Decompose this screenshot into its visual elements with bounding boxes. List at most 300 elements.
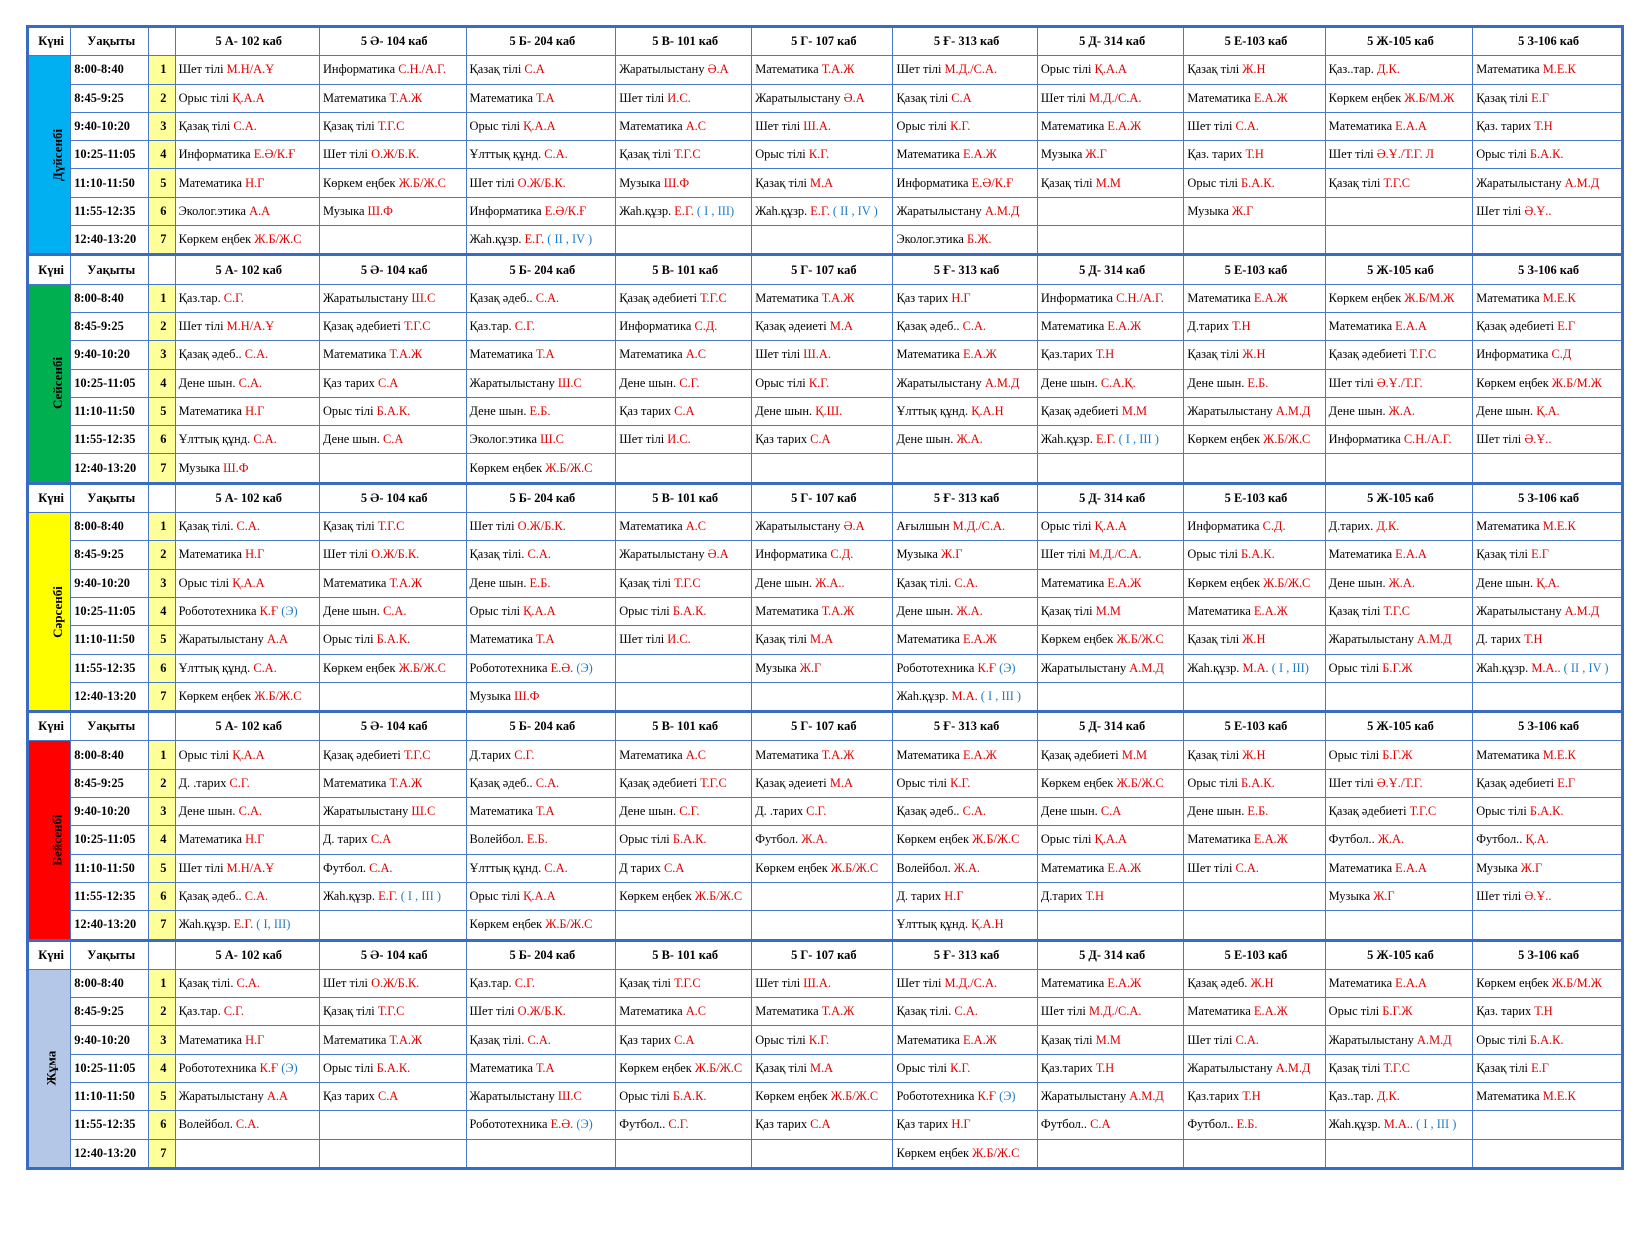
teacher-initials: Б.А.К. <box>1529 1032 1564 1047</box>
day-name: Бейсенбі <box>49 814 65 866</box>
class-header: 5 В- 101 каб <box>616 712 752 741</box>
lesson-cell <box>616 597 752 625</box>
lesson-cell <box>1473 826 1623 854</box>
subject-name: Орыс тілі <box>1040 519 1095 534</box>
lesson-cell <box>466 911 616 940</box>
lesson-cell <box>466 541 616 569</box>
subject-name: Футбол.. <box>1328 832 1378 847</box>
lesson-cell <box>466 854 616 882</box>
subject-name: Орыс тілі <box>322 632 377 647</box>
lesson-cell <box>319 397 466 425</box>
lesson-cell <box>175 826 319 854</box>
teacher-initials: И.С. <box>667 432 691 447</box>
teacher-initials: Қ.А.А <box>232 747 265 762</box>
teacher-initials: Ж.Б/Ж.С <box>694 889 743 904</box>
lesson-cell <box>1184 1082 1325 1110</box>
subject-name: Музыка <box>619 175 664 190</box>
teacher-initials: О.Ж/Б.К. <box>517 175 566 190</box>
subject-name: Математика <box>619 1004 686 1019</box>
subject-name: Қазақ әдебиеті <box>1328 347 1410 362</box>
lesson-row <box>28 84 1623 112</box>
lesson-cell <box>616 454 752 483</box>
lesson-cell <box>1325 397 1473 425</box>
lesson-cell <box>752 541 893 569</box>
lesson-cell <box>752 626 893 654</box>
period-number: 2 <box>149 998 175 1026</box>
subject-name: Математика <box>322 347 390 362</box>
lesson-row <box>28 1054 1623 1082</box>
lesson-cell <box>616 141 752 169</box>
teacher-initials: Е.Г <box>1557 319 1576 334</box>
lesson-cell <box>319 541 466 569</box>
subject-name: Қаз тарих <box>755 1117 811 1132</box>
subject-name: Қазақ тілі <box>322 1004 378 1019</box>
lesson-cell <box>466 56 616 84</box>
day-section <box>28 940 1623 1168</box>
teacher-initials: Т.Н <box>1095 347 1115 362</box>
teacher-initials: М.Д./С.А. <box>1088 1004 1142 1019</box>
teacher-initials: О.Ж/Б.К. <box>371 975 420 990</box>
group-note: (Э) <box>996 1089 1016 1104</box>
subject-name: Қаз.тар. <box>178 290 224 305</box>
subject-name: Қаз тарих <box>896 1117 952 1132</box>
subject-name: Орыс тілі <box>178 90 233 105</box>
subject-name: Эколог.этика <box>896 232 967 247</box>
class-header: 5 Д- 314 каб <box>1037 712 1184 741</box>
subject-name: Дене шын. <box>896 432 957 447</box>
teacher-initials: Ж.А. <box>953 860 981 875</box>
class-header: 5 Б- 204 каб <box>466 483 616 512</box>
teacher-initials: Т.А.Ж <box>389 347 423 362</box>
subject-name: Д. .тарих <box>755 804 807 819</box>
teacher-initials: С.Г. <box>668 1117 689 1132</box>
subject-name: Дене шын. <box>755 404 816 418</box>
teacher-initials: Т.Г.С <box>1383 604 1411 619</box>
subject-name: Қазақ тілі <box>178 119 234 134</box>
class-header: 5 Г- 107 каб <box>752 712 893 741</box>
lesson-cell <box>175 1054 319 1082</box>
teacher-initials: Т.Н <box>1232 319 1251 334</box>
subject-name: Математика <box>1328 119 1396 134</box>
lesson-cell <box>1184 1111 1325 1139</box>
lesson-row <box>28 911 1623 940</box>
subject-name: Қазақ тілі <box>1476 1060 1532 1075</box>
lesson-cell <box>466 826 616 854</box>
teacher-initials: Т.А <box>536 1060 555 1075</box>
subject-name: Шет тілі <box>1187 1032 1236 1047</box>
class-header: 5 З-106 каб <box>1473 27 1623 56</box>
class-header: 5 Ә- 104 каб <box>319 483 466 512</box>
lesson-cell <box>1325 541 1473 569</box>
teacher-initials: Н.Г <box>951 1117 971 1132</box>
subject-name: Музыка <box>178 460 224 475</box>
subject-name: Робототехника <box>178 1060 260 1075</box>
teacher-initials: М.Д./С.А. <box>1088 90 1142 105</box>
teacher-initials: С.А. <box>253 660 277 675</box>
class-header: 5 Е-103 каб <box>1184 27 1325 56</box>
subject-name: Қазақ әдеиеті <box>755 319 830 334</box>
subject-name: Көркем еңбек <box>1040 632 1117 647</box>
lesson-cell <box>319 654 466 682</box>
subject-name: Қазақ әдебиеті <box>322 747 404 762</box>
period-number: 1 <box>149 969 175 997</box>
lesson-cell <box>1325 141 1473 169</box>
lesson-cell <box>1473 882 1623 910</box>
lesson-cell <box>1325 169 1473 197</box>
subject-name: Математика <box>619 747 686 762</box>
group-note: ( ІІ , IV ) <box>829 203 878 218</box>
teacher-initials: С.А. <box>369 860 393 875</box>
subject-name: Орыс тілі <box>619 832 673 847</box>
teacher-initials: Ж.Г <box>1231 203 1254 218</box>
class-header: 5 Ж-105 каб <box>1325 940 1473 969</box>
subject-name: Қаз. тарих <box>1187 147 1246 162</box>
teacher-initials: М.А. <box>951 688 978 703</box>
period-number: 3 <box>149 798 175 826</box>
subject-name: Шет тілі <box>322 547 372 562</box>
subject-name: Математика <box>178 404 246 418</box>
subject-name: Қаз.тарих <box>1187 1089 1243 1104</box>
subject-name: Шет тілі <box>1187 119 1236 134</box>
lesson-time: 8:45-9:25 <box>71 84 149 112</box>
subject-name: Қазақ тілі <box>619 575 675 590</box>
teacher-initials: Е.Ә. <box>550 660 574 675</box>
teacher-initials: С.А <box>810 432 831 447</box>
teacher-initials: М.Е.К <box>1542 519 1576 534</box>
lesson-cell <box>616 397 752 425</box>
subject-name: Қаз тарих <box>322 375 378 390</box>
lesson-cell <box>319 84 466 112</box>
teacher-initials: С.Г. <box>679 375 700 390</box>
period-number: 5 <box>149 1082 175 1110</box>
teacher-initials: М.Н/А.Ұ <box>226 62 275 77</box>
lesson-cell <box>466 197 616 225</box>
class-header: 5 Ғ- 313 каб <box>893 483 1037 512</box>
teacher-initials: М.М <box>1121 404 1147 418</box>
class-header: 5 Ғ- 313 каб <box>893 712 1037 741</box>
period-number: 1 <box>149 741 175 769</box>
teacher-initials: Б.А.К. <box>376 1060 411 1075</box>
subject-name: Орыс тілі <box>469 889 524 904</box>
lesson-cell <box>616 369 752 397</box>
subject-name: Қаз.тарих <box>1040 1060 1096 1075</box>
subject-name: Қаз. тарих <box>1476 119 1535 134</box>
lesson-cell <box>1184 541 1325 569</box>
lesson-cell <box>319 169 466 197</box>
teacher-initials: С.А. <box>1235 119 1259 134</box>
teacher-initials: Ж.А. <box>801 832 828 847</box>
class-header: 5 Е-103 каб <box>1184 255 1325 284</box>
group-note: ( І , ІІІ ) <box>1115 432 1159 447</box>
lesson-row <box>28 541 1623 569</box>
lesson-cell <box>466 226 616 255</box>
class-header: 5 Ә- 104 каб <box>319 255 466 284</box>
lesson-time: 11:10-11:50 <box>71 854 149 882</box>
teacher-initials: М.А <box>810 632 834 647</box>
teacher-initials: Ә.Ұ.. <box>1524 889 1552 904</box>
teacher-initials: А.С <box>685 747 707 762</box>
subject-name: Д.тарих <box>1187 319 1233 334</box>
teacher-initials: С.А <box>663 860 685 875</box>
lesson-cell <box>1325 1082 1473 1110</box>
day-label-cell <box>28 284 71 483</box>
lesson-cell <box>1473 541 1623 569</box>
teacher-initials: Т.Г.С <box>403 747 431 762</box>
subject-name: Орыс тілі <box>1476 1032 1530 1047</box>
teacher-initials: К.Г. <box>950 775 971 790</box>
lesson-cell <box>1184 513 1325 541</box>
teacher-initials: Ж.Б/Ж.С <box>694 1060 743 1075</box>
subject-name: Жаратылыстану <box>1040 660 1130 675</box>
lesson-row <box>28 141 1623 169</box>
time-column-header: Уақыты <box>71 712 149 741</box>
lesson-cell <box>319 56 466 84</box>
subject-name: Жаратылыстану <box>469 1089 558 1104</box>
lesson-time: 11:55-12:35 <box>71 1111 149 1139</box>
lesson-cell <box>752 597 893 625</box>
teacher-initials: Ж.Б/Ж.С <box>1116 775 1164 790</box>
lesson-cell <box>1037 854 1184 882</box>
lesson-cell <box>1184 569 1325 597</box>
lesson-row <box>28 969 1623 997</box>
header-row <box>28 27 1623 56</box>
teacher-initials: Т.А.Ж <box>821 62 855 77</box>
time-column-header: Уақыты <box>71 940 149 969</box>
teacher-initials: К.Ғ <box>259 1060 279 1075</box>
group-note: ( І , ІІІ ) <box>1413 1117 1457 1132</box>
teacher-initials: Е.А.А <box>1395 975 1427 990</box>
teacher-initials: С.Г. <box>514 747 535 762</box>
lesson-cell <box>1325 654 1473 682</box>
teacher-initials: С.Г. <box>223 1004 245 1019</box>
class-header: 5 Ә- 104 каб <box>319 27 466 56</box>
subject-name: Музыка <box>1328 889 1374 904</box>
lesson-cell <box>1325 911 1473 940</box>
teacher-initials: И.С. <box>667 632 691 647</box>
subject-name: Математика <box>619 119 686 134</box>
subject-name: Ұлттық құнд. <box>896 917 972 932</box>
class-header: 5 Д- 314 каб <box>1037 27 1184 56</box>
period-number: 1 <box>149 56 175 84</box>
subject-name: Математика <box>1328 547 1396 562</box>
lesson-cell <box>752 654 893 682</box>
teacher-initials: Е.А.Ж <box>1253 832 1288 847</box>
teacher-initials: М.Е.К <box>1542 1089 1576 1104</box>
subject-name: Жаратылыстану <box>178 1089 267 1104</box>
lesson-time: 9:40-10:20 <box>71 112 149 140</box>
lesson-cell <box>1037 826 1184 854</box>
teacher-initials: Ж.Н <box>1242 747 1266 762</box>
subject-name: Математика <box>1187 832 1254 847</box>
teacher-initials: Ш.С <box>540 432 564 447</box>
subject-name: Информатика <box>1040 290 1117 305</box>
lesson-cell <box>1184 141 1325 169</box>
teacher-initials: Е.Ә/К.Ғ <box>253 147 296 162</box>
period-number: 2 <box>149 84 175 112</box>
lesson-cell <box>1184 798 1325 826</box>
teacher-initials: К.Ғ <box>977 1089 997 1104</box>
teacher-initials: Е.Г. <box>233 917 254 932</box>
subject-name: Жаратылыстану <box>1328 1032 1418 1047</box>
lesson-cell <box>1184 911 1325 940</box>
subject-name: Шет тілі <box>1040 547 1089 562</box>
teacher-initials: Е.Ә/К.Ғ <box>971 175 1014 190</box>
lesson-row <box>28 597 1623 625</box>
subject-name: Шет тілі <box>755 975 804 990</box>
teacher-initials: Е.А.Ж <box>1107 319 1142 334</box>
teacher-initials: Қ.А.А <box>1094 519 1127 534</box>
lesson-cell <box>752 682 893 711</box>
teacher-initials: Е.А.Ж <box>1107 575 1142 590</box>
teacher-initials: Е.А.Ж <box>1253 604 1288 619</box>
subject-name: Математика <box>322 90 390 105</box>
subject-name: Орыс тілі <box>896 1060 951 1075</box>
period-number: 3 <box>149 112 175 140</box>
subject-name: Шет тілі <box>178 860 227 875</box>
subject-name: Математика <box>1476 747 1543 762</box>
subject-name: Қазақ тілі <box>755 1060 811 1075</box>
lesson-cell <box>319 911 466 940</box>
lesson-cell <box>616 197 752 225</box>
lesson-cell <box>1184 397 1325 425</box>
subject-name: Математика <box>1187 290 1254 305</box>
timetable <box>26 25 1624 1170</box>
lesson-cell <box>1325 226 1473 255</box>
subject-name: Музыка <box>896 547 941 562</box>
teacher-initials: Ш.Ф <box>223 460 249 475</box>
lesson-time: 8:00-8:40 <box>71 741 149 769</box>
lesson-cell <box>893 197 1037 225</box>
lesson-time: 11:10-11:50 <box>71 626 149 654</box>
lesson-cell <box>1184 197 1325 225</box>
lesson-cell <box>752 454 893 483</box>
subject-name: Шет тілі <box>896 62 945 77</box>
teacher-initials: Ж.Н <box>1242 62 1266 77</box>
teacher-initials: Т.А.Ж <box>821 747 855 762</box>
day-name: Жұма <box>43 1051 59 1086</box>
lesson-cell <box>466 369 616 397</box>
lesson-cell <box>1184 341 1325 369</box>
subject-name: Математика <box>1328 975 1396 990</box>
teacher-initials: С.А. <box>1235 1032 1259 1047</box>
lesson-cell <box>1473 226 1623 255</box>
lesson-time: 8:00-8:40 <box>71 56 149 84</box>
lesson-row <box>28 769 1623 797</box>
teacher-initials: Е.Б. <box>529 404 551 418</box>
subject-name: Дене шын. <box>1328 575 1389 590</box>
period-number: 5 <box>149 854 175 882</box>
subject-name: Көркем еңбек <box>619 1060 695 1075</box>
lesson-cell <box>319 626 466 654</box>
teacher-initials: С.А. <box>236 519 260 534</box>
lesson-cell <box>1325 826 1473 854</box>
class-header: 5 Б- 204 каб <box>466 255 616 284</box>
period-number: 4 <box>149 1054 175 1082</box>
lesson-cell <box>1473 112 1623 140</box>
lesson-time: 8:45-9:25 <box>71 998 149 1026</box>
subject-name: Музыка <box>1040 147 1086 162</box>
subject-name: Қазақ тілі <box>1040 175 1096 190</box>
teacher-initials: Ж.Н <box>1250 975 1274 990</box>
teacher-initials: Қ.А.А <box>523 604 556 619</box>
teacher-initials: М.Е.К <box>1542 290 1576 305</box>
subject-name: Жаратылыстану <box>1476 604 1565 619</box>
period-number: 6 <box>149 1111 175 1139</box>
lesson-cell <box>319 882 466 910</box>
lesson-cell <box>1184 169 1325 197</box>
teacher-initials: Е.А.Ж <box>1253 290 1288 305</box>
day-section <box>28 483 1623 711</box>
teacher-initials: Е.А.А <box>1395 119 1427 134</box>
teacher-initials: Б.Ж. <box>967 232 992 247</box>
teacher-initials: А.М.Д <box>1417 632 1452 647</box>
subject-name: Шет тілі <box>178 319 227 334</box>
teacher-initials: К.Г. <box>950 1060 971 1075</box>
lesson-cell <box>319 341 466 369</box>
teacher-initials: Қ.А.Н <box>971 404 1004 418</box>
group-note: ( І, ІІІ) <box>253 917 291 932</box>
lesson-cell <box>1184 597 1325 625</box>
subject-name: Шет тілі <box>1040 1004 1089 1019</box>
teacher-initials: С.А. <box>244 889 269 904</box>
lesson-time: 12:40-13:20 <box>71 1139 149 1168</box>
lesson-cell <box>1037 626 1184 654</box>
teacher-initials: К.Г. <box>808 147 830 162</box>
lesson-cell <box>752 513 893 541</box>
subject-name: Дене шын. <box>1328 404 1389 418</box>
teacher-initials: Т.Г.С <box>674 147 701 162</box>
teacher-initials: Т.Г.С <box>700 775 727 790</box>
lesson-cell <box>1473 1054 1623 1082</box>
lesson-cell <box>1037 56 1184 84</box>
subject-name: Қазақ тілі <box>1476 547 1532 562</box>
teacher-initials: Н.Г <box>944 889 964 904</box>
lesson-cell <box>466 969 616 997</box>
lesson-cell <box>752 854 893 882</box>
subject-name: Орыс тілі <box>896 119 951 134</box>
teacher-initials: С.А. <box>527 547 551 562</box>
subject-name: Шет тілі <box>1328 375 1377 390</box>
lesson-cell <box>1325 513 1473 541</box>
subject-name: Қазақ әдебиеті <box>619 290 701 305</box>
teacher-initials: С.А. <box>535 290 560 305</box>
teacher-initials: Қ.А.А <box>1094 62 1127 77</box>
group-note: (Э) <box>996 660 1016 675</box>
lesson-cell <box>1184 226 1325 255</box>
lesson-cell <box>616 341 752 369</box>
lesson-cell <box>466 454 616 483</box>
subject-name: Орыс тілі <box>322 1060 377 1075</box>
subject-name: Шет тілі <box>619 90 668 105</box>
teacher-initials: Т.Г.С <box>403 319 431 334</box>
class-header: 5 Ж-105 каб <box>1325 712 1473 741</box>
lesson-time: 10:25-11:05 <box>71 1054 149 1082</box>
lesson-cell <box>1184 56 1325 84</box>
day-name: Сейсенбі <box>50 357 66 410</box>
lesson-row <box>28 112 1623 140</box>
lesson-cell <box>752 141 893 169</box>
subject-name: Көркем еңбек <box>1040 775 1117 790</box>
lesson-cell <box>175 597 319 625</box>
subject-name: Қаз тарих <box>896 290 952 305</box>
teacher-initials: А.М.Д <box>984 203 1020 218</box>
lesson-cell <box>893 84 1037 112</box>
subject-name: Қазақ әдеб.. <box>178 347 245 362</box>
subject-name: Математика <box>469 804 537 819</box>
subject-name: Көркем еңбек <box>178 688 255 703</box>
lesson-cell <box>752 197 893 225</box>
lesson-cell <box>1184 1139 1325 1168</box>
